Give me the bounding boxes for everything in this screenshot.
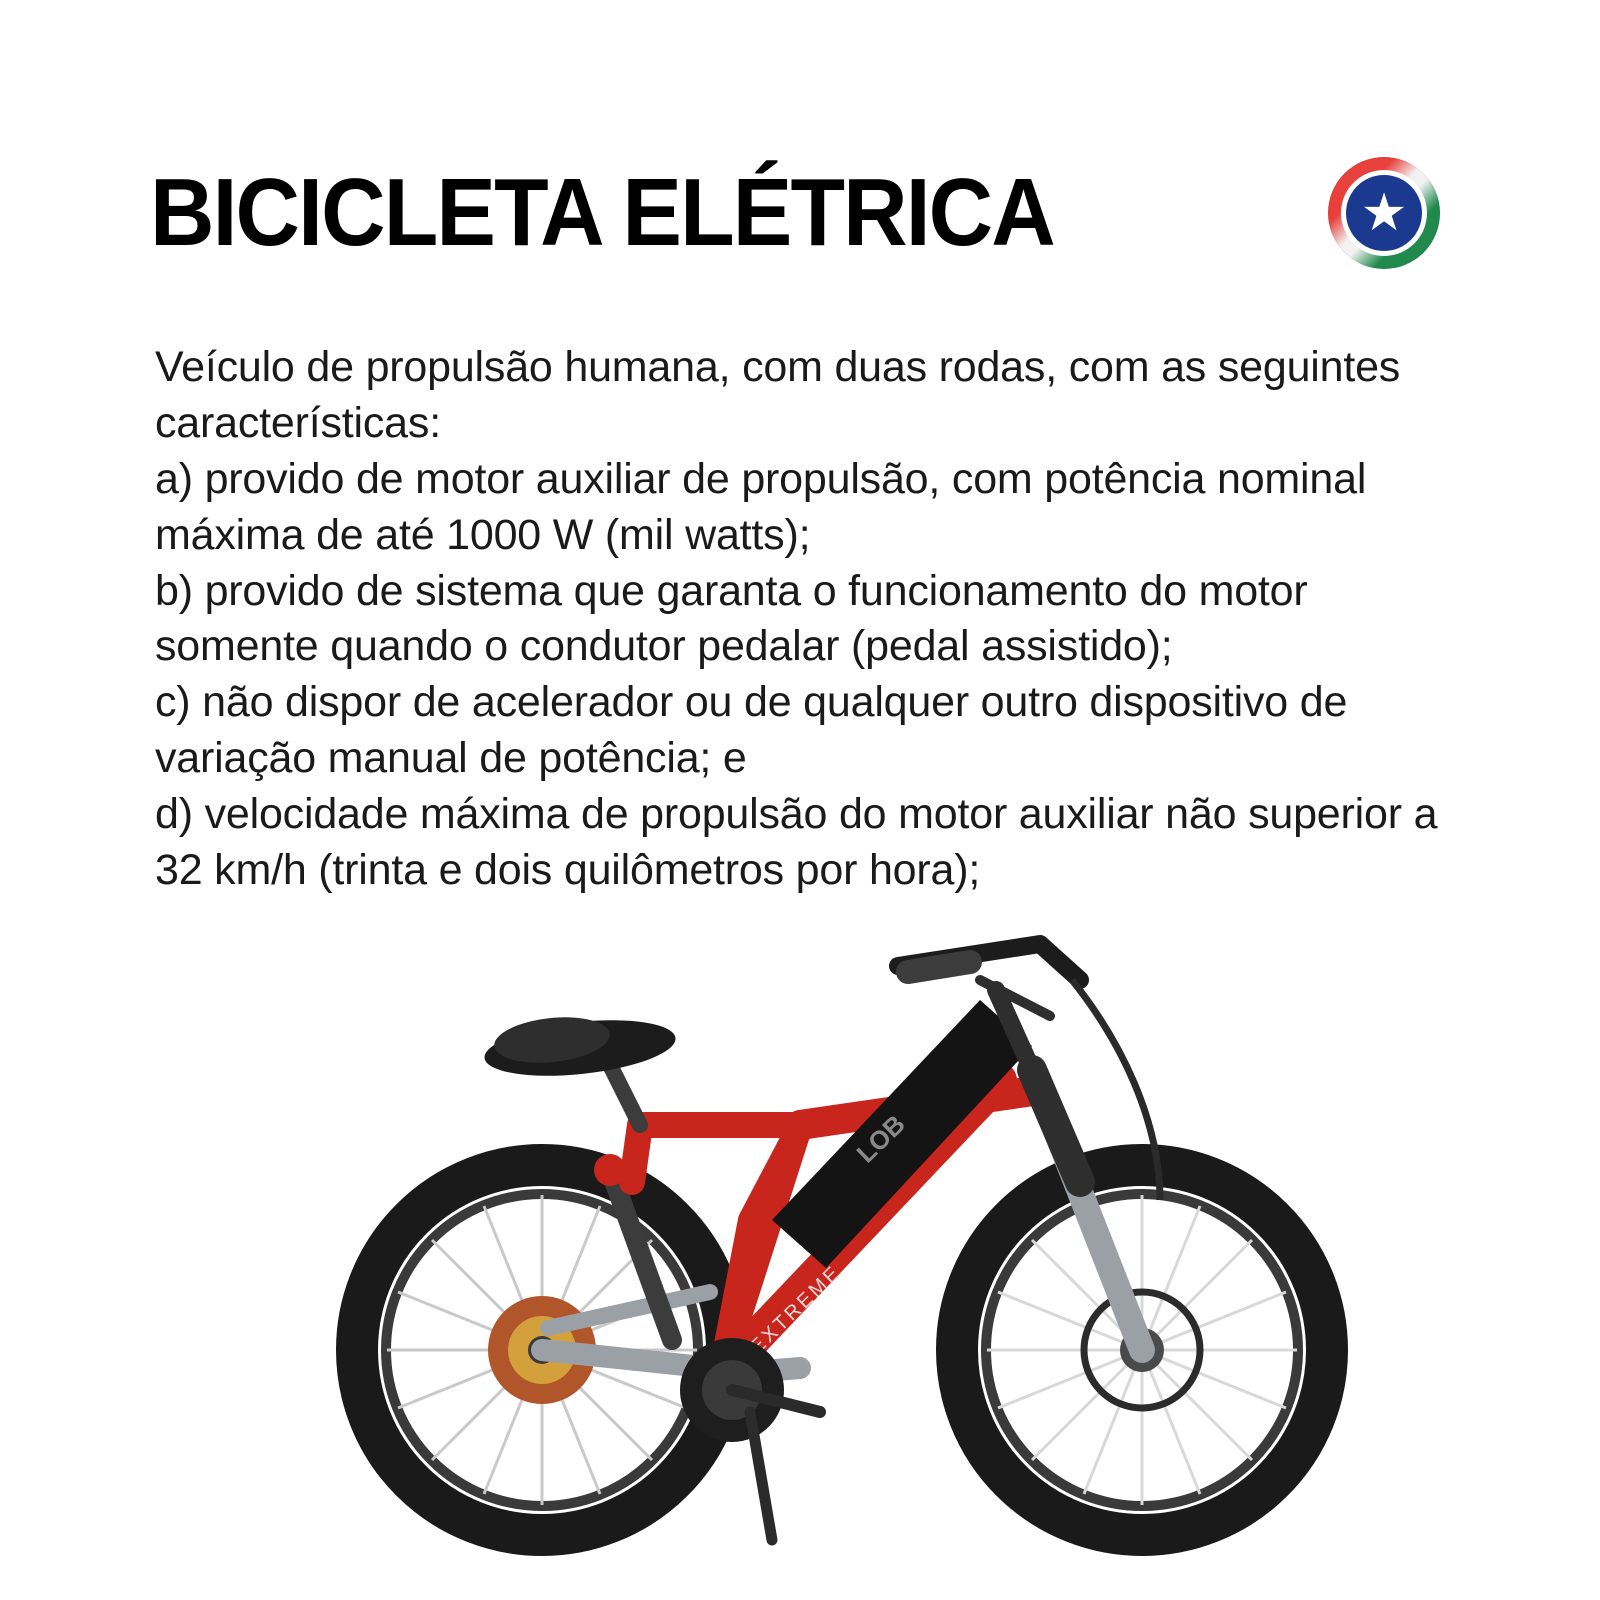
page-title: BICICLETA ELÉTRICA: [150, 158, 1054, 266]
svg-text:LOB: LOB: [850, 1108, 911, 1169]
definition-item-c: c) não dispor de acelerador ou de qualquer outro dispositivo de variação manual de potência; e: [155, 678, 1348, 783]
electric-bicycle-photo: [280, 920, 1370, 1560]
definition-item-a: a) provido de motor auxiliar de propulsão, com potência nominal máxima de até 1000 W (mil watts);: [155, 454, 1367, 559]
circular-star-badge-icon: [1328, 157, 1440, 269]
definition-item-d: d) velocidade máxima de propulsão do motor auxiliar não superior a 32 km/h (trinta e dois quilômetros por hora);: [155, 790, 1438, 895]
definition-item-b: b) provido de sistema que garanta o funcionamento do motor somente quando o condutor pedalar (pedal assistido);: [155, 566, 1308, 671]
star-icon: ★: [1360, 183, 1408, 242]
definition-text: [155, 340, 1445, 899]
header: [150, 150, 1470, 275]
saddle: [482, 1012, 678, 1125]
badge-inner-circle: [1346, 175, 1422, 251]
svg-text:EXTREME: EXTREME: [745, 1260, 846, 1359]
definition-intro: Veículo de propulsão humana, com duas rodas, com as seguintes características:: [155, 343, 1401, 447]
